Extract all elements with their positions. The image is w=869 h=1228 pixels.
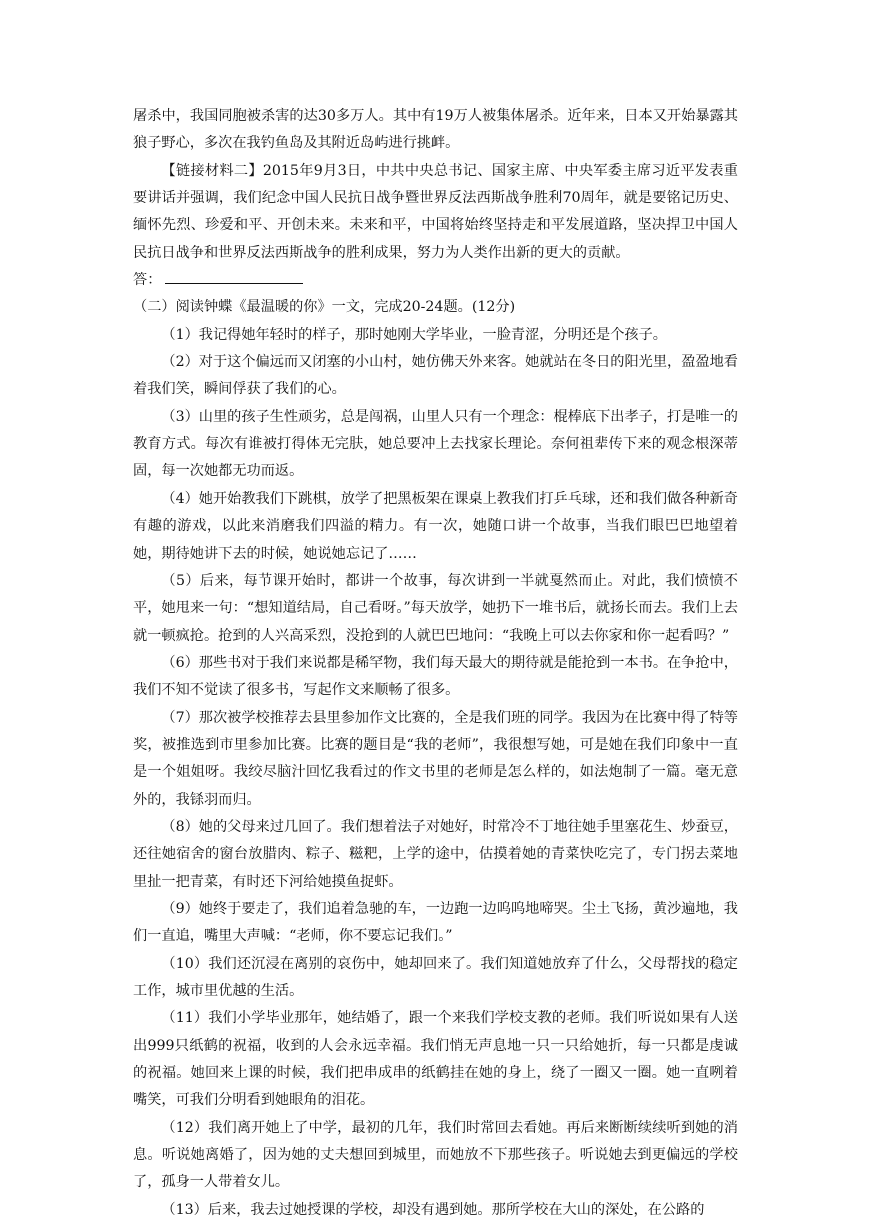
article-paragraph-6: （6）那些书对于我们来说都是稀罕物，我们每天最大的期待就是能抢到一本书。在争抢中，我们不知不觉读了很多书，写起作文来顺畅了很多。 — [133, 654, 738, 699]
section-heading: （二）阅读钟蝶《最温暖的你》一文，完成20-24题。(12分) — [133, 299, 516, 316]
answer-row — [133, 267, 738, 294]
article-paragraph-12: （12）我们离开她上了中学，最初的几年，我们时常回去看她。再后来断断续续听到她的消息。听说她离婚了，因为她的丈夫想回到城里，而她放不下那些孩子。听说她去到更偏远的学校了，孤身一人带着女儿。 — [133, 1119, 738, 1191]
article-paragraph-4: （4）她开始教我们下跳棋，放学了把黑板架在课桌上教我们打乒乓球，还和我们做各种新奇有趣的游戏，以此来消磨我们四溢的精力。有一次，她随口讲一个故事，当我们眼巴巴地望着她，期待她讲下去的时候，她说她忘记了…… — [133, 490, 738, 562]
article-paragraph-9: （9）她终于要走了，我们追着急驰的车，一边跑一边呜呜地啼哭。尘土飞扬，黄沙遍地，我们一直追，嘴里大声喊：“老师，你不要忘记我们。” — [133, 900, 738, 945]
paragraph-link-material-2: 【链接材料二】2015年9月3日，中共中央总书记、国家主席、中央军委主席习近平发表重要讲话并强调，我们纪念中国人民抗日战争暨世界反法西斯战争胜利70周年，就是要铭记历史、缅怀先烈、珍爱和平、开创未来。未来和平，中国将始终坚持走和平发展道路，坚决捍卫中国人民抗日战争和世界反法西斯战争的胜利成果，努力为人类作出新的更大的贡献。 — [133, 162, 738, 261]
answer-blank-line[interactable] — [165, 267, 303, 284]
article-paragraph-1: （1）我记得她年轻时的样子，那时她刚大学毕业，一脸青涩，分明还是个孩子。 — [161, 326, 667, 343]
article-paragraph-8: （8）她的父母来过几回了。我们想着法子对她好，时常冷不丁地往她手里塞花生、炒蚕豆，还往她宿舍的窗台放腊肉、粽子、糍粑，上学的途中，估摸着她的青菜快吃完了，专门拐去菜地里扯一把青菜，有时还下河给她摸鱼捉虾。 — [133, 818, 738, 890]
article-paragraph-10: （10）我们还沉浸在离别的哀伤中，她却回来了。我们知道她放弃了什么，父母帮找的稳定工作，城市里优越的生活。 — [133, 955, 738, 999]
article-paragraph-2: （2）对于这个偏远而又闭塞的小山村，她仿佛天外来客。她就站在冬日的阳光里，盈盈地看着我们笑，瞬间俘获了我们的心。 — [133, 354, 738, 398]
article-paragraph-13: （13）后来，我去过她授课的学校，却没有遇到她。那所学校在大山的深处，在公路的 — [161, 1201, 705, 1218]
article-paragraph-11: （11）我们小学毕业那年，她结婚了，跟一个来我们学校支教的老师。我们听说如果有人送出999只纸鹤的祝福，收到的人会永远幸福。我们悄无声息地一只一只给她折，每一只都是虔诚的祝福。她回来上课的时候，我们把串成串的纸鹤挂在她的身上，绕了一圈又一圈。她一直咧着嘴笑，可我们分明看到她眼角的泪花。 — [133, 1010, 738, 1109]
article-paragraph-3: （3）山里的孩子生性顽劣，总是闯祸，山里人只有一个理念：棍棒底下出孝子，打是唯一的教育方式。每次有谁被打得体无完肤，她总要冲上去找家长理论。奈何祖辈传下来的观念根深蒂固，每一次她都无功而返。 — [133, 408, 738, 480]
document-page — [133, 103, 738, 1224]
paragraph-top-1: 屠杀中，我国同胞被杀害的达30多万人。其中有19万人被集体屠杀。近年来，日本又开始暴露其狼子野心，多次在我钓鱼岛及其附近岛屿进行挑衅。 — [133, 108, 738, 152]
answer-label: 答： — [133, 272, 162, 289]
article-paragraph-7: （7）那次被学校推荐去县里参加作文比赛的，全是我们班的同学。我因为在比赛中得了特等奖，被推选到市里参加比赛。比赛的题目是“我的老师”，我很想写她，可是她在我们印象中一直是一个姐姐呀。我绞尽脑汁回忆我看过的作文书里的老师是怎么样的，如法炮制了一篇。毫无意外的，我铩羽而归。 — [133, 709, 738, 808]
article-paragraph-5: （5）后来，每节课开始时，都讲一个故事，每次讲到一半就戛然而止。对此，我们愤愤不平，她甩来一句：“想知道结局，自己看呀。”每天放学，她扔下一堆书后，就扬长而去。我们上去就一顿疯抢。抢到的人兴高采烈，没抢到的人就巴巴地问：“我晚上可以去你家和你一起看吗？” — [133, 572, 738, 644]
